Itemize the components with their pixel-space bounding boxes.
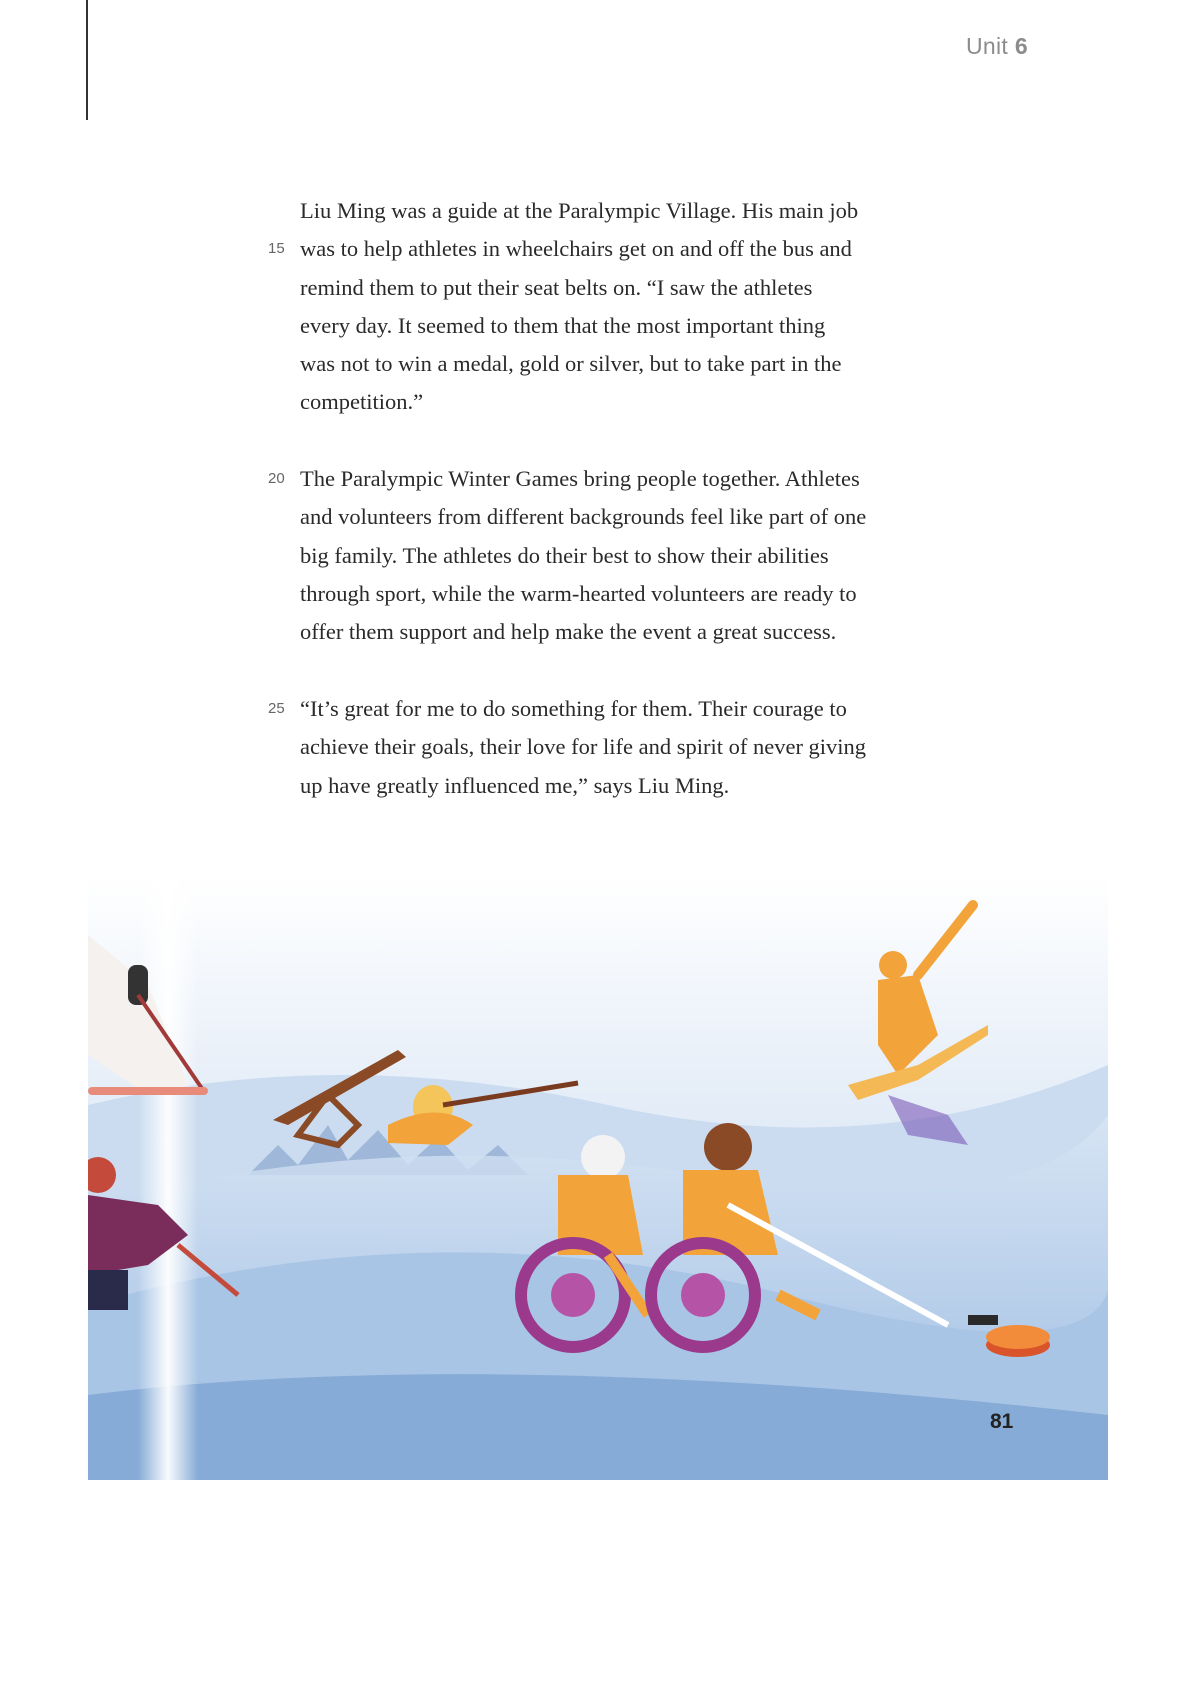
text-line: “It’s great for me to do something for them. Their courage to (300, 696, 847, 721)
line-number-marker: 15 (268, 240, 285, 257)
text-line: Liu Ming was a guide at the Paralympic Village. His main job (300, 198, 859, 223)
paragraph-1 (300, 192, 980, 422)
text-line: and volunteers from different backgrounds feel like part of one (300, 504, 867, 530)
text-line: through sport, while the warm-hearted volunteers are ready to (300, 580, 857, 606)
line-number-marker: 25 (268, 700, 285, 717)
text-line: offer them support and help make the event a great success. (300, 619, 837, 645)
text-line: was to help athletes in wheelchairs get on and off the bus and (300, 236, 852, 262)
page-binding-edge (86, 0, 88, 120)
line-number-marker: 20 (268, 470, 285, 487)
page-number: 81 (990, 1410, 1014, 1433)
unit-label: Unit (966, 33, 1009, 59)
paragraph-3 (300, 690, 980, 805)
text-line: was not to win a medal, gold or silver, but to take part in the (300, 351, 842, 377)
text-line: up have greatly influenced me,” says Liu Ming. (300, 772, 730, 798)
illustration-svg (88, 875, 1108, 1480)
winter-sports-illustration (88, 875, 1108, 1480)
text-line: The Paralympic Winter Games bring people together. Athletes (300, 466, 860, 491)
unit-number: 6 (1014, 33, 1028, 59)
unit-header (966, 33, 1028, 60)
text-line: every day. It seemed to them that the most important thing (300, 312, 826, 338)
text-line: competition.” (300, 389, 424, 415)
text-line: achieve their goals, their love for life and spirit of never giving (300, 734, 867, 760)
text-line: remind them to put their seat belts on. “I saw the athletes (300, 274, 813, 300)
text-line: big family. The athletes do their best to show their abilities (300, 542, 829, 568)
paragraph-2 (300, 460, 980, 651)
